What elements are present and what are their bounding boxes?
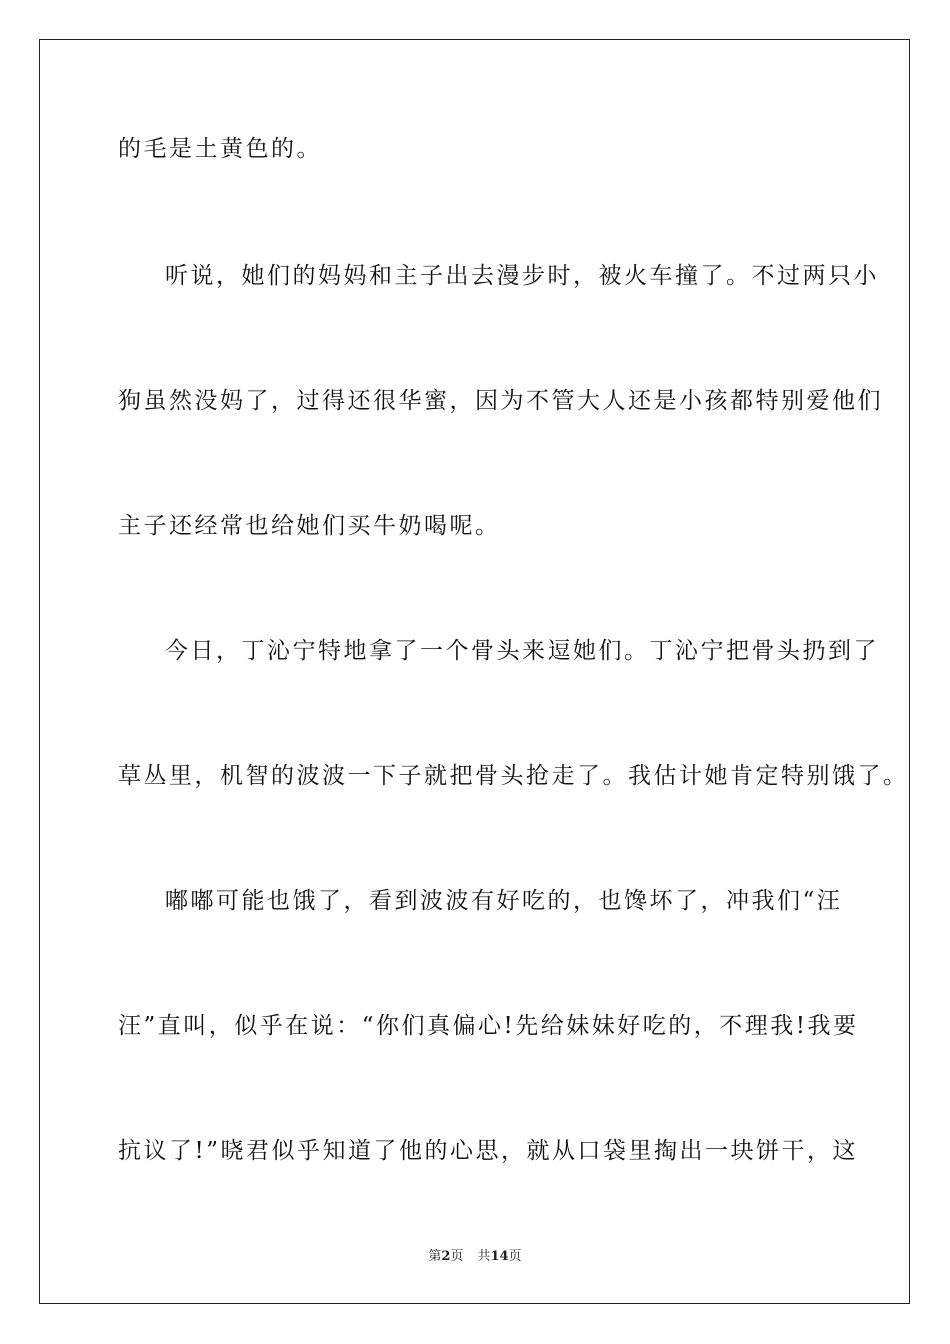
text-line: 听说，她们的妈妈和主子出去漫步时，被火车撞了。不过两只小	[165, 263, 879, 289]
text-line: 狗虽然没妈了，过得还很华蜜，因为不管大人还是小孩都特别爱他们	[118, 388, 883, 414]
page-footer	[0, 1248, 950, 1266]
page-prefix: 第	[428, 1249, 442, 1264]
text-line: 抗议了!”晓君似乎知道了他的心思，就从口袋里掏出一块饼干，这	[118, 1138, 859, 1164]
text-line: 汪”直叫，似乎在说：“你们真偏心!先给妹妹好吃的，不理我!我要	[118, 1013, 859, 1039]
text-line: 的毛是土黄色的。	[118, 136, 322, 162]
page-current: 2	[441, 1249, 451, 1264]
text-line: 草丛里，机智的波波一下子就把骨头抢走了。我估计她肯定特别饿了。	[118, 763, 909, 789]
page-border	[39, 39, 910, 1304]
total-prefix: 共	[477, 1249, 491, 1264]
total-suffix: 页	[508, 1249, 522, 1264]
page-suffix: 页	[450, 1249, 464, 1264]
page-total: 14	[490, 1249, 509, 1264]
text-line: 今日，丁沁宁特地拿了一个骨头来逗她们。丁沁宁把骨头扔到了	[165, 638, 879, 664]
text-line: 主子还经常也给她们买牛奶喝呢。	[118, 513, 501, 539]
text-line: 嘟嘟可能也饿了，看到波波有好吃的，也馋坏了，冲我们“汪	[165, 888, 843, 914]
